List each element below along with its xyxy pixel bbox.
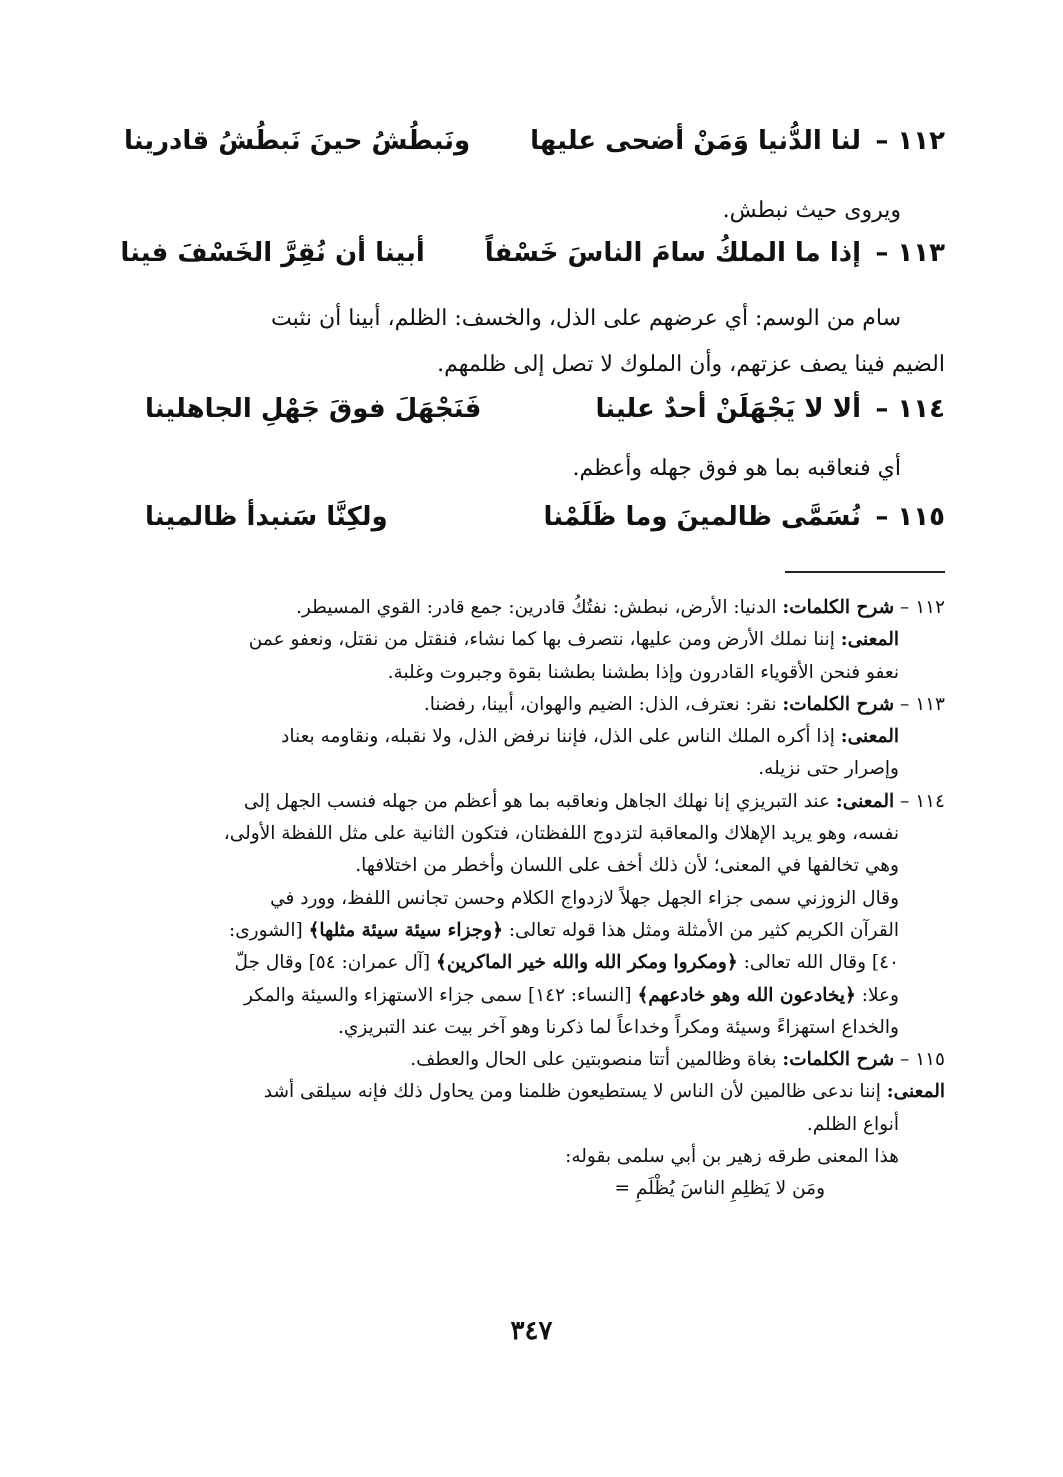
footnote-label: شرح الكلمات:	[782, 693, 895, 715]
footnote-text: إننا ندعى ظالمين لأن الناس لا يستطيعون ظلمنا ومن يحاول ذلك فإنه سيلقى أشد	[263, 1081, 881, 1103]
footnote-text: نقر: نعترف، الذل: الضيم والهوان، أبينا، رفضنا.	[423, 693, 777, 715]
footnote-text: [الشورى:	[228, 919, 303, 941]
footnote-text: إذا أكره الملك الناس على الذل، فإننا نرفض الذل، ولا نقبله، ونقاومه بعناد	[281, 726, 835, 748]
footnote-112-meaning	[145, 624, 945, 656]
verse-115	[145, 502, 945, 532]
footnote-poem-line: ومَن لا يَظلِمِ الناسَ يُظْلَمِ =	[614, 1178, 825, 1200]
footnote-text: [النساء: ١٤٢] سمى جزاء الاستهزاء والسيئة والمكر	[244, 984, 632, 1006]
footnote-quran-line	[145, 947, 945, 979]
footnote-label: المعنى:	[840, 726, 899, 748]
footnote-text: وعلا:	[861, 984, 899, 1006]
verse-hemistich-second: فَنَجْهَلَ فوقَ جَهْلِ الجاهلينا	[145, 394, 482, 424]
verse-112	[123, 126, 945, 156]
footnote-113	[145, 689, 945, 721]
footnote-text: عند التبريزي إنا نهلك الجاهل ونعاقبه بما هو أعظم من جهله فنسب الجهل إلى	[243, 790, 831, 812]
quran-quote: ﴿وجزاء سيئة سيئة مثلها﴾	[308, 919, 503, 941]
page-number: ٣٤٧	[510, 1316, 553, 1346]
verse-hemistich-first: لنا الدُّنيا وَمَنْ أضحى عليها	[530, 126, 861, 156]
commentary-112: ويروى حيث نبطش.	[722, 198, 901, 223]
verse-113	[120, 238, 945, 268]
verse-number: ١١٢ –	[875, 126, 945, 156]
verse-114	[145, 394, 945, 424]
footnote-label: المعنى:	[835, 790, 895, 812]
footnote-text: [آل عمران: ٥٤] وقال جلّ	[234, 952, 431, 974]
footnote-label: المعنى:	[840, 629, 899, 651]
footnote-text: إننا نملك الأرض ومن عليها، نتصرف بها كما نشاء، فنقتل من نقتل، ونعفو عمن	[248, 629, 835, 651]
verse-hemistich-first: نُسَمَّى ظالمينَ وما ظَلَمْنا	[543, 502, 861, 532]
footnote-number: ١١٥ –	[900, 1049, 945, 1071]
verse-hemistich-second: ونَبطُشُ حينَ نَبطُشُ قادرينا	[123, 126, 471, 156]
commentary-113	[145, 296, 945, 388]
footnote-text: نعفو فنحن الأقوياء القادرون وإذا بطشنا بطشنا بقوة وجبروت وغلبة.	[387, 661, 899, 683]
verse-number: ١١٤ –	[875, 394, 945, 424]
footnote-text: والخداع استهزاءً وسيئة ومكراً وخداعاً لما ذكرنا وهو آخر بيت عند التبريزي.	[338, 1016, 899, 1038]
footnote-text: ٤٠] وقال الله تعالى:	[743, 952, 899, 974]
footnote-115-meaning	[145, 1076, 945, 1108]
footnote-divider	[785, 571, 945, 573]
footnote-number: ١١٤ –	[900, 790, 945, 812]
footnote-text: أنواع الظلم.	[806, 1113, 899, 1135]
footnote-quran-line	[145, 915, 945, 947]
footnote-quran-line	[145, 980, 945, 1012]
verse-number: ١١٣ –	[875, 238, 945, 268]
verse-hemistich-second: أبينا أن نُقِرَّ الخَسْفَ فينا	[120, 238, 425, 268]
footnote-text: نفسه، وهو يريد الإهلاك والمعاقبة لتزدوج اللفظتان، فتكون الثانية على مثل اللفظة الأولى،	[223, 823, 899, 845]
footnote-113-meaning	[145, 721, 945, 753]
footnotes	[145, 592, 945, 1206]
footnote-label: المعنى:	[886, 1081, 945, 1103]
footnote-number: ١١٣ –	[900, 693, 945, 715]
footnote-text: القرآن الكريم كثير من الأمثلة ومثل هذا قوله تعالى:	[508, 919, 899, 941]
footnote-label: شرح الكلمات:	[782, 1049, 895, 1071]
verse-hemistich-first: ألا لا يَجْهَلَنْ أحدٌ علينا	[595, 394, 861, 424]
verse-number: ١١٥ –	[875, 502, 945, 532]
commentary-114: أي فنعاقبه بما هو فوق جهله وأعظم.	[572, 456, 901, 481]
footnote-label: شرح الكلمات:	[782, 597, 895, 618]
footnote-text: هذا المعنى طرقه زهير بن أبي سلمى بقوله:	[565, 1146, 899, 1168]
footnote-115	[145, 1044, 945, 1076]
footnote-112	[145, 592, 945, 624]
footnote-114	[145, 786, 945, 818]
footnote-text: وهي تخالفها في المعنى؛ لأن ذلك أخف على اللسان وأخطر من اختلافها.	[355, 855, 899, 877]
commentary-line: الضيم فينا يصف عزتهم، وأن الملوك لا تصل إلى ظلمهم.	[437, 352, 945, 377]
footnote-text: وقال الزوزني سمى جزاء الجهل جهلاً لازدواج الكلام وحسن تجانس اللفظ، وورد في	[270, 887, 899, 909]
footnote-number: ١١٢ –	[900, 597, 945, 618]
footnote-text: الدنيا: الأرض، نبطش: نفتُكُ قادرين: جمع قادر: القوي المسيطر.	[295, 597, 777, 618]
quran-quote: ﴿ومكروا ومكر الله والله خير الماكرين﴾	[436, 952, 738, 974]
commentary-line: سام من الوسم: أي عرضهم على الذل، والخسف: الظلم، أبينا أن نثبت	[271, 306, 901, 331]
verse-hemistich-second: ولكِنَّا سَنبدأ ظالمينا	[145, 502, 388, 532]
quran-quote: ﴿يخادعون الله وهو خادعهم﴾	[637, 984, 856, 1006]
footnote-text: بغاة وظالمين أتتا منصوبتين على الحال والعطف.	[410, 1049, 777, 1071]
footnote-text: وإصرار حتى نزيله.	[758, 758, 899, 780]
verse-hemistich-first: إذا ما الملكُ سامَ الناسَ خَسْفاً	[484, 238, 861, 268]
